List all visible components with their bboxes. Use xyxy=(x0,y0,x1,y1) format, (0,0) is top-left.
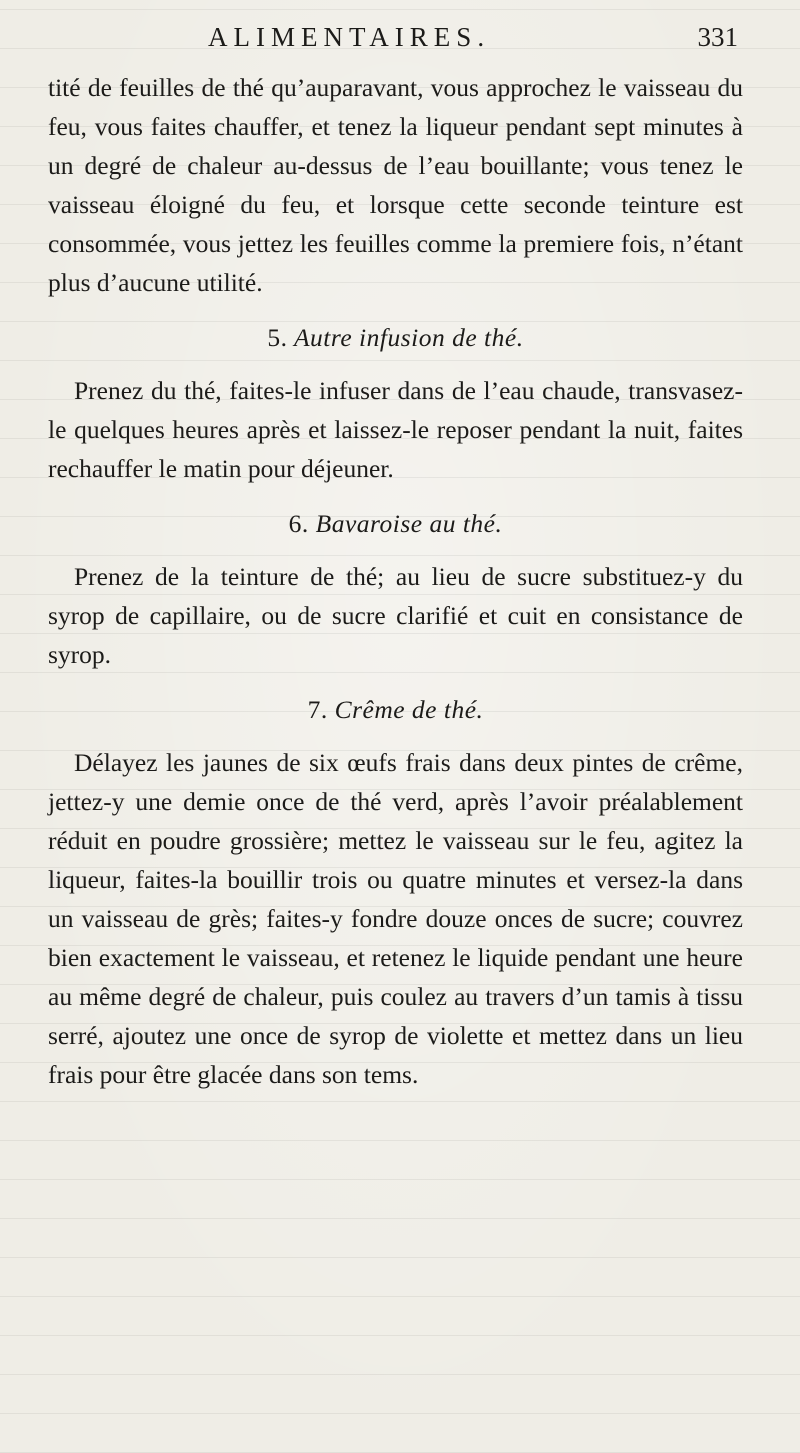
running-head: ALIMENTAIRES. xyxy=(208,22,491,52)
section-paragraph-5: Prenez du thé, faites-le infuser dans de l’eau chaude, transvasez-le quelques heures après et laissez-le reposer pendant la nuit, faites rechauffer le matin pour déjeuner. xyxy=(48,376,743,483)
section-heading-7 xyxy=(48,690,743,729)
continuation-paragraph: tité de feuilles de thé qu’auparavant, vous approchez le vaisseau du feu, vous faites chauffer, et tenez la liqueur pendant sept minutes à un degré de chaleur au-dessus de l’eau bouillante; vous tenez le vaisseau éloigné du feu, et lorsque cette seconde teinture est consommée, vous jettez les feuilles comme la premiere fois, n’étant plus d’aucune utilité. xyxy=(48,73,743,297)
page-header xyxy=(48,22,738,62)
section-title: Autre infusion de thé. xyxy=(293,323,524,352)
section-title: Bavaroise au thé. xyxy=(315,509,503,538)
page-number: 331 xyxy=(697,22,738,52)
page-body xyxy=(48,68,743,1094)
section-number: 7. xyxy=(307,695,328,724)
section-number: 5. xyxy=(267,323,288,352)
section-heading-6 xyxy=(48,504,743,543)
section-paragraph-7: Délayez les jaunes de six œufs frais dans deux pintes de crême, jettez-y une demie once de thé verd, après l’avoir préalablement réduit en poudre grossière; mettez le vaisseau sur le feu, agitez la liqueur, faites-la bouillir trois ou quatre minutes et versez-la dans un vaisseau de grès; faites-y fondre douze onces de sucre; couvrez bien exactement le vaisseau, et retenez le liquide pendant une heure au même degré de chaleur, puis coulez au travers d’un tamis à tissu serré, ajoutez une once de syrop de violette et mettez dans un lieu frais pour être glacée dans son tems. xyxy=(48,748,743,1089)
section-paragraph-6: Prenez de la teinture de thé; au lieu de sucre substituez-y du syrop de capillaire, ou de sucre clarifié et cuit en consistance de syrop. xyxy=(48,562,743,669)
section-title: Crême de thé. xyxy=(334,695,484,724)
section-heading-5 xyxy=(48,318,743,357)
section-number: 6. xyxy=(288,509,309,538)
